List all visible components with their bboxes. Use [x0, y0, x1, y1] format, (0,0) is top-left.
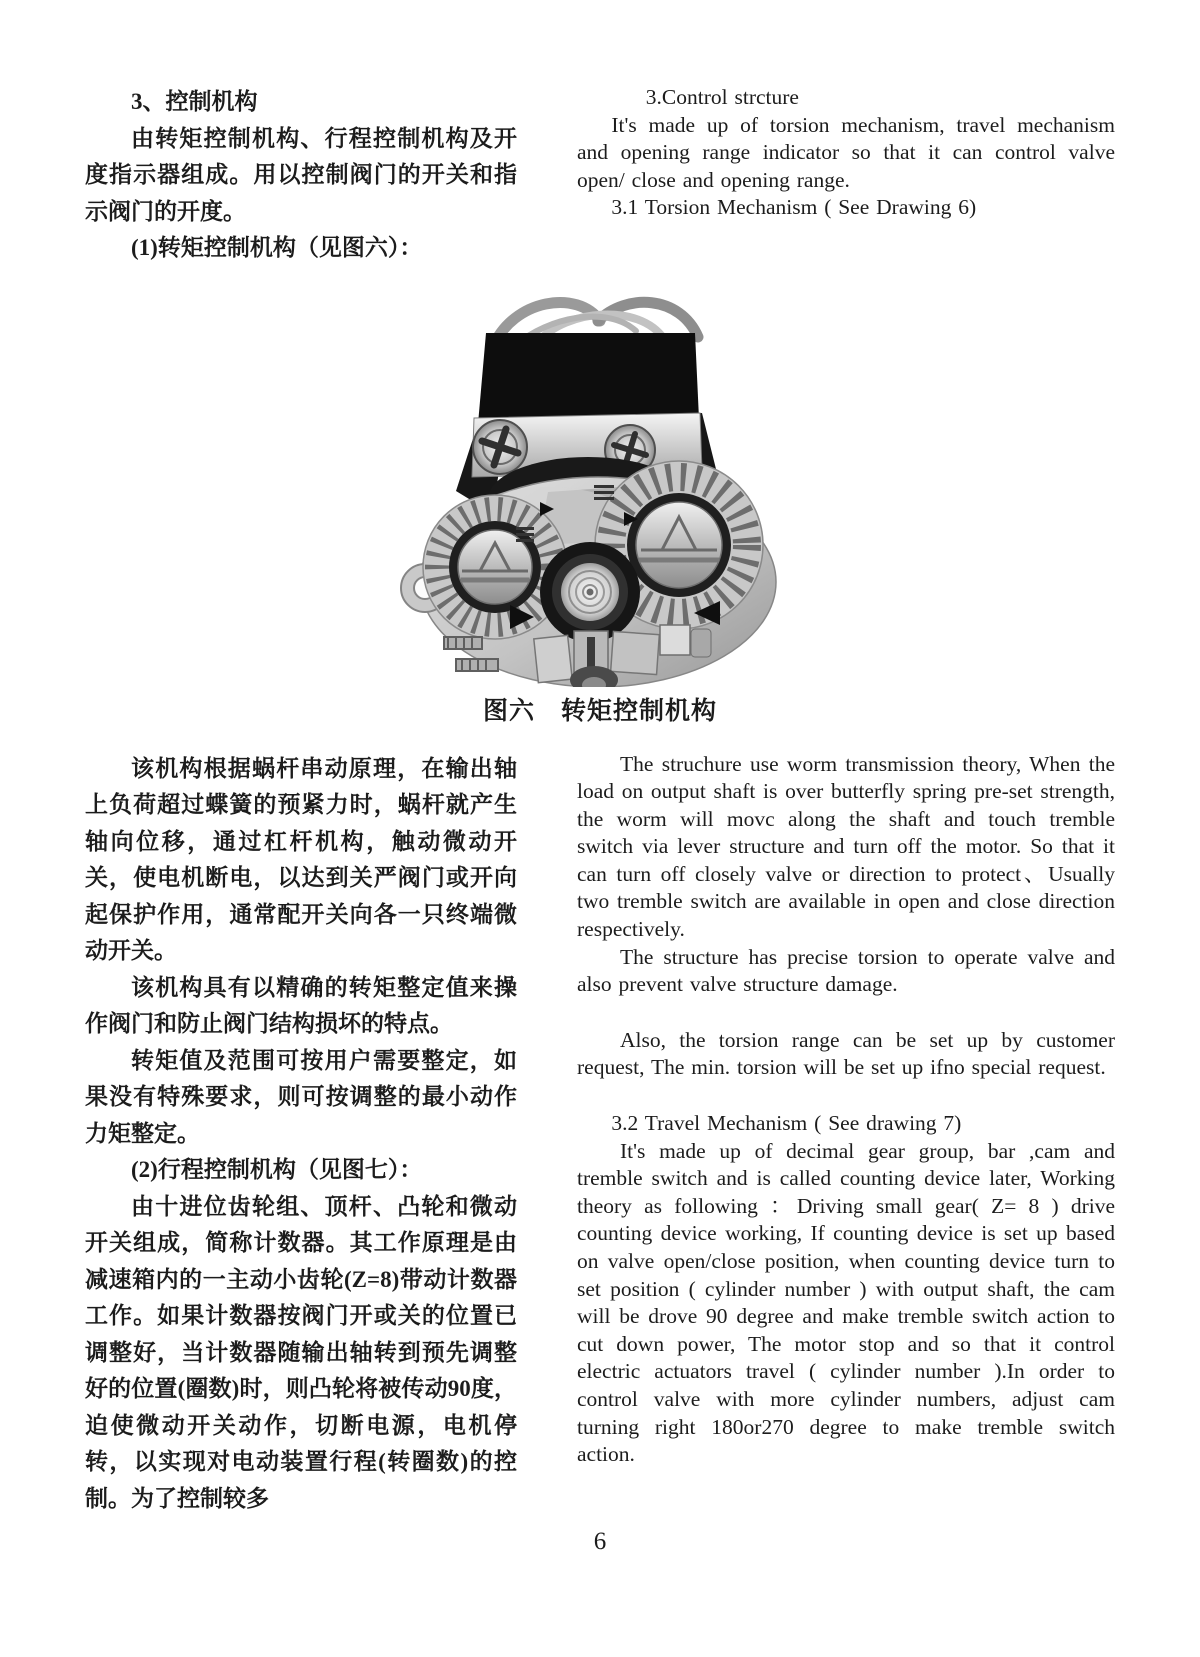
english-body-column [577, 751, 1115, 1469]
motor-block [478, 333, 699, 424]
paragraph: 3.1 Torsion Mechanism ( See Drawing 6) [611, 195, 977, 220]
paragraph: 3、控制机构 [131, 89, 258, 114]
chinese-intro-column [85, 84, 517, 267]
page-number: 6 [593, 1528, 607, 1555]
center-hub [540, 542, 640, 642]
chinese-body-column [85, 751, 517, 1518]
figure-caption: 图六 转矩控制机构 [482, 697, 717, 725]
paragraph: 转矩值及范围可按用户需要整定，如果没有特殊要求，则可按调整的最小动作力矩整定。 [85, 1047, 517, 1146]
paragraph: 由转矩控制机构、行程控制机构及开度指示器组成。用以控制阀门的开关和指示阀门的开度。 [85, 125, 517, 224]
paragraph: 3.Control strcture [645, 85, 799, 109]
torsion-mechanism-photo [398, 287, 803, 687]
paragraph: It's made up of torsion mechanism, travel mechanism and opening range indicator so that it can control valve open/ close and opening range. [577, 112, 1115, 192]
left-dial [423, 495, 567, 639]
paragraph: (2)行程控制机构（见图七）： [131, 1157, 423, 1182]
paragraph: The struchure use worm transmission theory, When the load on output shaft is over butterfly spring pre-set strength, the worm will movc along the shaft and touch tremble switch via lever structure and turn off the motor. So that it can turn off closely valve or direction to protect、Usually two tremble switch are available in open and close direction respectively. [577, 751, 1115, 942]
paragraph: 3.2 Travel Mechanism ( See drawing 7) [611, 1111, 962, 1136]
paragraph: The structure has precise torsion to operate valve and also prevent valve structure damage. [577, 944, 1115, 997]
english-intro-column [577, 84, 1115, 222]
body-row [85, 751, 1115, 1518]
paragraph: (1)转矩控制机构（见图六）： [131, 235, 423, 260]
intro-row [85, 84, 1115, 267]
paragraph: 该机构根据蜗杆串动原理，在输出轴上负荷超过蝶簧的预紧力时，蜗杆就产生轴向位移，通过杠杆机构，触动微动开关，使电机断电，以达到关严阀门或开向起保护作用，通常配开关向各一只终端微动开关。 [85, 755, 517, 963]
screw-left [473, 420, 527, 474]
paragraph: It's made up of decimal gear group, bar ,cam and tremble switch and is called counting device later, Working theory as following ：Driving small gear( Z= 8 ) drive counting device working, If counting device is set up based on valve open/close position, when counting device turn to set position ( cylinder number ) with output shaft, the cam will be drove 90 degree and make tremble switch action to cut down power, The motor stop and so that it control electric actuators travel ( cylinder number ).In order to control valve with more cylinder numbers, adjust cam turning right 180or270 degree to make tremble switch action. [577, 1138, 1115, 1467]
figure-6 [85, 287, 1115, 727]
paragraph: 该机构具有以精确的转矩整定值来操作阀门和防止阀门结构损坏的特点。 [85, 974, 517, 1036]
paragraph: 由十进位齿轮组、顶杆、凸轮和微动开关组成，简称计数器。其工作原理是由减速箱内的一主动小齿轮(Z=8)带动计数器工作。如果计数器按阀门开或关的位置已调整好，当计数器随输出轴转到预先调整好的位置(圈数)时，则凸轮将被传动90度，迫使微动开关动作，切断电源，电机停转，以实现对电动装置行程(转圈数)的控制。为了控制较多 [85, 1193, 517, 1511]
paragraph: Also, the torsion range can be set up by customer request, The min. torsion will be set up ifno special request. [577, 1027, 1115, 1080]
